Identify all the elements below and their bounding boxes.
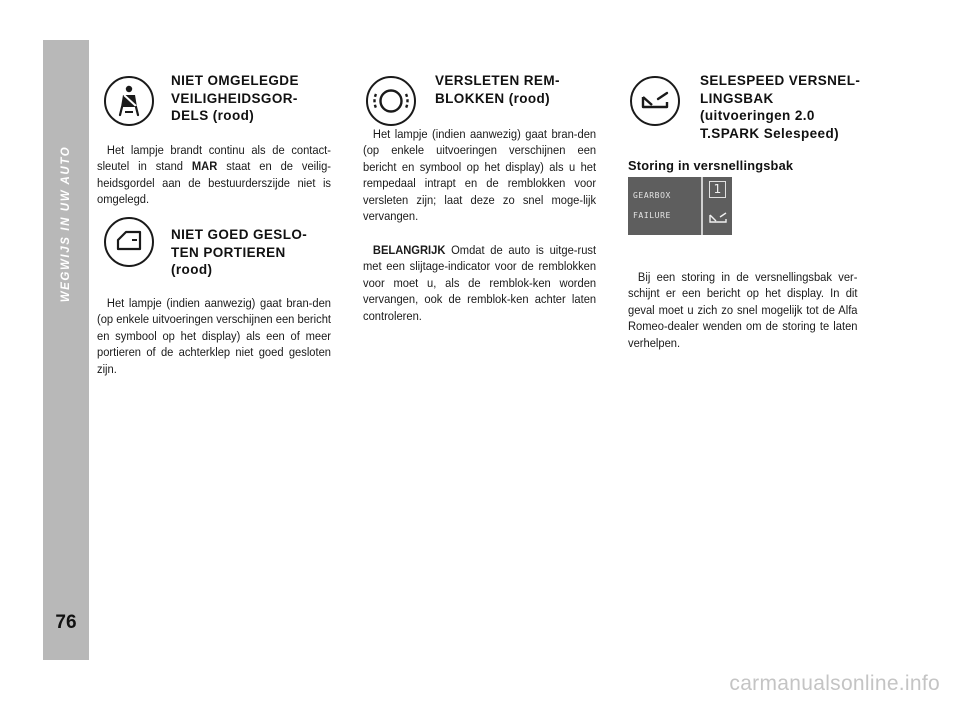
gearbox-failure-display — [628, 177, 732, 235]
door-open-warning-icon — [104, 217, 154, 267]
sidebar — [43, 40, 89, 660]
page-number: 76 — [55, 612, 77, 633]
display-line-gearbox: GEARBOX — [633, 191, 671, 200]
gear-indicator: 1 — [709, 181, 726, 198]
brakes-description: Het lampje (indien aanwezig) gaat bran-den (op enkele uitvoeringen verschijnen een bericht en symbool op het display) als u het rempedaal intrapt en de remblokken voor versleten zijn; laat deze zo snel moge-lijk vervangen. — [363, 127, 597, 224]
gearbox-failure-icon — [630, 76, 680, 126]
brakes-heading: VERSLETEN REM- BLOKKEN (rood) — [435, 73, 560, 106]
brake-pad-wear-icon — [366, 76, 416, 126]
seatbelt-description: Het lampje brandt continu als de contact-sleutel in stand MAR staat en de veilig-heidsgordel aan de bestuurderszijde niet is omgelegd. — [97, 143, 332, 207]
gearbox-failure-subheading: Storing in versnellingsbak — [628, 158, 794, 173]
watermark: carmanualsonline.info — [729, 672, 940, 695]
chapter-title: WEGWIJS IN UW AUTO — [60, 145, 72, 303]
display-gearbox-failure-icon — [708, 210, 728, 226]
doors-heading: NIET GOED GESLO- TEN PORTIEREN (rood) — [171, 227, 308, 277]
selespeed-heading: SELESPEED VERSNEL- LINGSBAK (uitvoeringen 2.0 T.SPARK Selespeed) — [700, 73, 861, 141]
doors-description: Het lampje (indien aanwezig) gaat bran-den (op enkele uitvoeringen verschijnen een bericht en symbool op het display) als een of meer portieren of de achterklep niet goed gesloten zijn. — [97, 296, 332, 376]
display-line-failure: FAILURE — [633, 211, 671, 220]
display-divider — [701, 177, 703, 235]
selespeed-description: Bij een storing in de versnellingsbak ver-schijnt er een bericht op het display. In dit geval moet u zich zo snel mogelijk tot de Alfa Romeo-dealer wenden om de storing te laten verhelpen. — [628, 270, 858, 350]
seatbelt-heading: NIET OMGELEGDE VEILIGHEIDSGOR- DELS (rood) — [171, 73, 299, 123]
seatbelt-warning-icon — [104, 76, 154, 126]
brakes-important-note: BELANGRIJK Omdat de auto is uitge-rust met een slijtage-indicator voor de remblokken voor moet u, als de remblok-ken worden vervangen, ook de remblok-ken achter laten controleren. — [363, 243, 597, 323]
